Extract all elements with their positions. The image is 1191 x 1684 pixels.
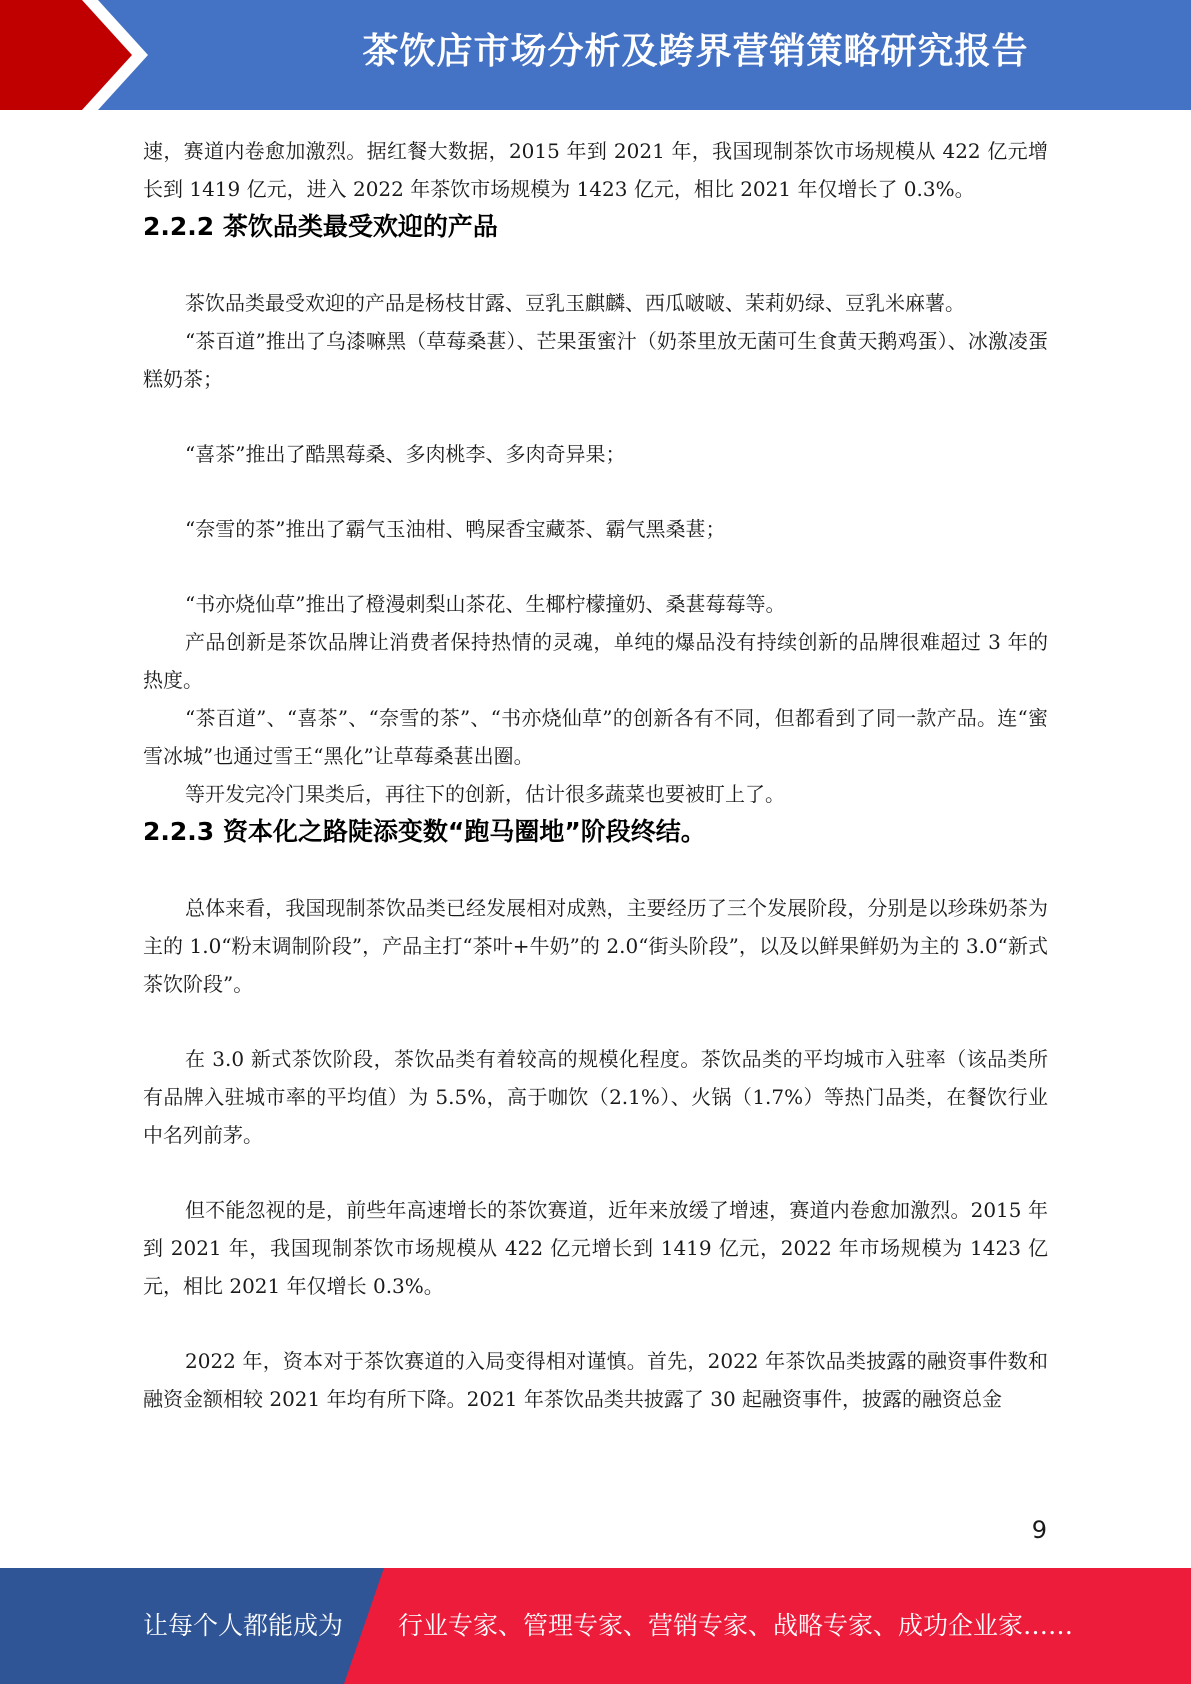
section-heading-2-2-3: 2.2.3 资本化之路陡添变数“跑马圈地”阶段终结。 <box>143 817 706 846</box>
section-2-2-2-body <box>143 284 1048 813</box>
paragraph: 产品创新是茶饮品牌让消费者保持热情的灵魂，单纯的爆品没有持续创新的品牌很难超过 3 年的热度。 <box>143 630 1048 692</box>
page-header <box>0 0 1191 110</box>
report-title: 茶饮店市场分析及跨界营销策略研究报告 <box>362 31 1029 72</box>
paragraph: “喜茶”推出了酷黑莓桑、多肉桃李、多肉奇异果； <box>185 442 626 466</box>
paragraph: 茶饮品类最受欢迎的产品是杨枝甘露、豆乳玉麒麟、西瓜啵啵、茉莉奶绿、豆乳米麻薯。 <box>185 291 965 315</box>
section-heading-2-2-2: 2.2.2 茶饮品类最受欢迎的产品 <box>143 212 498 241</box>
paragraph: “茶百道”推出了乌漆嘛黑（草莓桑葚）、芒果蛋蜜汁（奶茶里放无菌可生食黄天鹅鸡蛋）、冰激凌蛋糕奶茶； <box>143 329 1048 391</box>
paragraph: “奈雪的茶”推出了霸气玉油柑、鸭屎香宝藏茶、霸气黑桑葚； <box>185 517 726 541</box>
page-content <box>143 132 1048 1418</box>
paragraph: 等开发完冷门果类后，再往下的创新，估计很多蔬菜也要被盯上了。 <box>185 782 785 806</box>
paragraph: 2022 年，资本对于茶饮赛道的入局变得相对谨慎。首先，2022 年茶饮品类披露的融资事件数和融资金额相较 2021 年均有所下降。2021 年茶饮品类共披露了 30 起融资事件，披露的融资总金 <box>143 1349 1048 1411</box>
footer-slogan-left: 让每个人都能成为 <box>143 1611 344 1640</box>
page-number: 9 <box>1031 1516 1047 1544</box>
paragraph: “茶百道”、“喜茶”、“奈雪的茶”、“书亦烧仙草”的创新各有不同，但都看到了同一款产品。连“蜜雪冰城”也通过雪王“黑化”让草莓桑葚出圈。 <box>143 706 1048 768</box>
header-red-arrow-decoration <box>0 0 160 110</box>
paragraph: 但不能忽视的是，前些年高速增长的茶饮赛道，近年来放缓了增速，赛道内卷愈加激烈。2015 年到 2021 年，我国现制茶饮市场规模从 422 亿元增长到 1419 亿元，2022 年市场规模为 1423 亿元，相比 2021 年仅增长 0.3%。 <box>143 1198 1048 1298</box>
intro-paragraph: 速，赛道内卷愈加激烈。据红餐大数据，2015 年到 2021 年，我国现制茶饮市场规模从 422 亿元增长到 1419 亿元，进入 2022 年茶饮市场规模为 1423 亿元，相比 2021 年仅增长了 0.3%。 <box>143 139 1048 201</box>
footer-slogan-right: 行业专家、管理专家、营销专家、战略专家、成功企业家…… <box>398 1611 1074 1640</box>
paragraph: 总体来看，我国现制茶饮品类已经发展相对成熟，主要经历了三个发展阶段，分别是以珍珠奶茶为主的 1.0“粉末调制阶段”，产品主打“茶叶+牛奶”的 2.0“街头阶段”，以及以鲜果鲜奶为主的 3.0“新式茶饮阶段”。 <box>143 896 1048 996</box>
paragraph: “书亦烧仙草”推出了橙漫刺梨山茶花、生椰柠檬撞奶、桑葚莓莓等。 <box>185 592 786 616</box>
paragraph: 在 3.0 新式茶饮阶段，茶饮品类有着较高的规模化程度。茶饮品类的平均城市入驻率（该品类所有品牌入驻城市率的平均值）为 5.5%，高于咖饮（2.1%）、火锅（1.7%）等热门品类，在餐饮行业中名列前茅。 <box>143 1047 1048 1147</box>
section-2-2-3-body <box>143 889 1048 1418</box>
page-footer <box>0 1568 1191 1684</box>
